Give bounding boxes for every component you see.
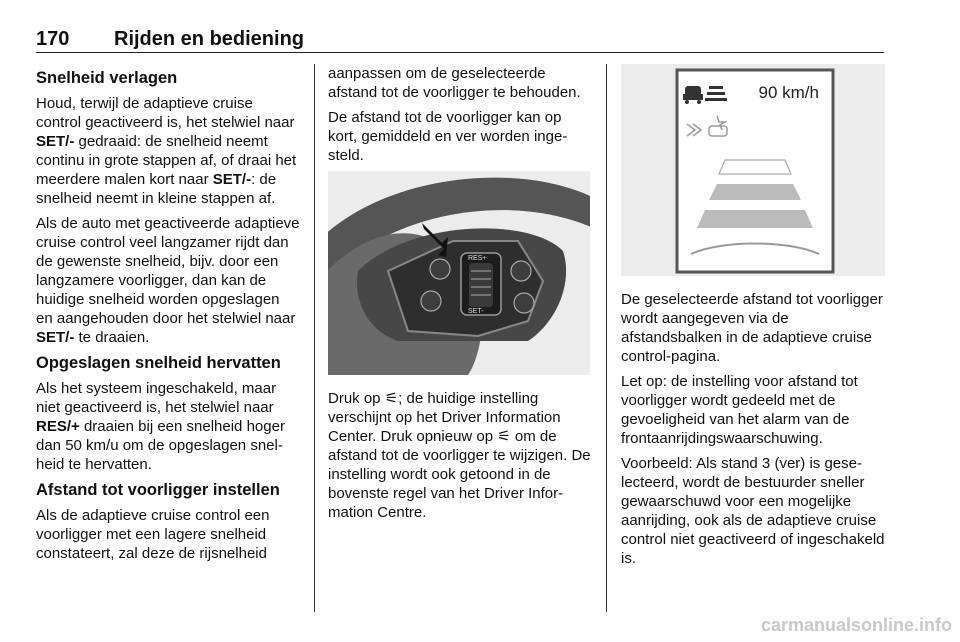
column-left [36, 64, 300, 569]
control-label: SET/- [36, 329, 75, 346]
heading-follow-distance: Afstand tot voorligger instellen [36, 481, 280, 499]
text: Houd, terwijl de adaptieve cruise control geactiveerd is, het stelwiel naar [36, 95, 295, 131]
paragraph-distance-settings: De afstand tot de voorligger kan op kort, gemiddeld en ver worden ingesteld. [328, 109, 568, 164]
text: Druk op [328, 390, 385, 407]
paragraph-example: Voorbeeld: Als stand 3 (ver) is geselecteerd, wordt de bestuurder sneller gewaarschuwd voor een mogelijke aanrijding, ook als de adaptieve cruise control niet geactiveerd of ingeschakeld is. [621, 455, 885, 567]
distance-bar-2 [709, 184, 801, 200]
watermark: carmanualsonline.info [760, 615, 952, 635]
text: ; de huidige instelling verschijnt op het Driver Information Center. Druk opnieuw op [328, 390, 561, 445]
column-divider [314, 64, 315, 612]
page-number: 170 [36, 28, 70, 50]
paragraph-distance-bars: De geselecteerde afstand tot voorligger wordt aangegeven via de afstandsbalken in de adaptieve cruise control-pagina. [621, 291, 883, 365]
text: om de afstand tot de voorligger te wijzigen. De instelling wordt ook getoond in de bovenste regel van het Driver Information Centre. [328, 428, 591, 521]
text: gedraaid: de snelheid neemt continu in grote stappen af, of draai het meerdere malen kort naar [36, 133, 297, 188]
paragraph-resume-speed [36, 379, 300, 474]
text: Als de auto met geactiveerde adaptieve cruise control veel langzamer rijdt dan de gewenste snelheid, bijv. door een langzamere voorligger, dan kan de huidige snelheid worden opgeslagen en aangehouden door het stelwiel naar [36, 215, 300, 327]
dic-display-illustration [621, 64, 885, 276]
res-label: RES+ [468, 255, 487, 262]
follow-distance-icon: ⚟ [384, 390, 399, 407]
heading-speed-decrease: Snelheid verlagen [36, 69, 178, 87]
paragraph-follow-distance: Als de adaptieve cruise control een voorligger met een lagere snelheid constateert, zal deze de rijsnelheid [36, 507, 270, 562]
steering-wheel-illustration [328, 171, 590, 375]
heading-resume-speed: Opgeslagen snelheid hervatten [36, 354, 281, 372]
column-right [621, 64, 887, 574]
paragraph-shared-setting: Let op: de instelling voor afstand tot voorligger wordt gedeeld met de gevoeligheid van het alarm van de frontaanrijdingswaarschuwing. [621, 373, 858, 447]
paragraph-speed-decrease [36, 94, 300, 208]
text: te draaien. [74, 329, 150, 346]
paragraph-maintain-distance: aanpassen om de geselecteerde afstand tot de voorligger te behouden. [328, 65, 581, 101]
column-divider [606, 64, 607, 612]
control-label: RES/+ [36, 418, 80, 435]
distance-bar-1 [719, 160, 791, 174]
column-middle [328, 64, 592, 528]
page-header [36, 28, 884, 53]
text: draaien bij een snelheid hoger dan 50 km/u om de opgeslagen snelheid te hervatten. [36, 418, 285, 473]
text: Als het systeem ingeschakeld, maar niet geactiveerd is, het stelwiel naar [36, 380, 277, 416]
page-title: Rijden en bediening [114, 28, 305, 50]
control-label: SET/- [36, 133, 75, 150]
text: : de snelheid neemt in kleine stappen af. [36, 171, 277, 207]
paragraph-store-speed [36, 214, 300, 347]
follow-distance-icon: ⚟ [497, 428, 511, 445]
set-label: SET- [468, 308, 484, 315]
display-speed: 90 km/h [758, 83, 819, 102]
control-label: SET/- [212, 171, 252, 188]
distance-bar-3 [697, 210, 813, 228]
paragraph-press-button [328, 389, 592, 522]
